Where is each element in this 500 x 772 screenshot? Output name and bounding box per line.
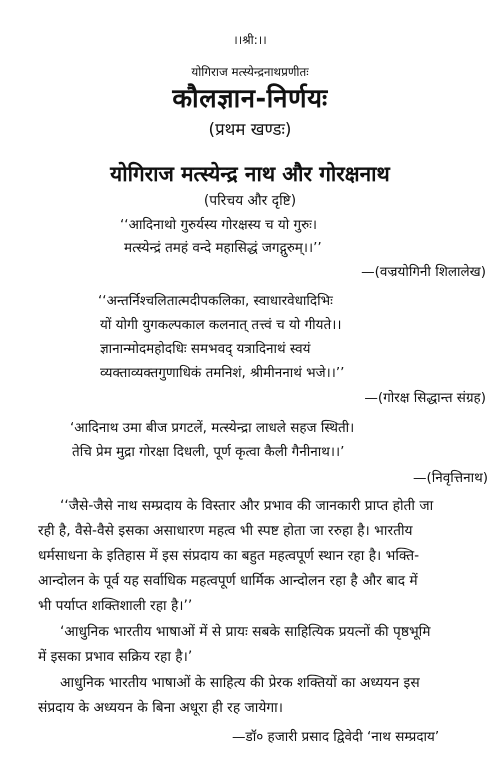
verse-line: ज्ञानान्मोदमहोदधिः समभवद् यत्रादिनाथं स्वयं xyxy=(100,341,311,357)
verse-line: ‘‘अन्तर्निश्चलितात्मदीपकलिका, स्वाधारवेधादिभिः xyxy=(98,293,333,309)
book-subtitle: (प्रथम खण्डः) xyxy=(208,120,292,140)
invocation: ।।श्री:।। xyxy=(233,33,267,47)
author-line: योगिराज मत्स्येन्द्रनाथप्रणीतः xyxy=(191,65,309,79)
paragraph-line: रही है, वैसे-वैसे इसका असाधारण महत्व भी स्पष्ट होता जा ररुहा है। भारतीय xyxy=(38,523,413,539)
quote-attribution: —(गोरक्ष सिद्धान्त संग्रह) xyxy=(364,390,486,406)
quote-attribution: —(निवृत्तिनाथ) xyxy=(413,470,488,486)
verse-line: मत्स्येन्द्रं तमहं वन्दे महासिद्धं जगद्गुरुम्।।’’ xyxy=(124,240,322,256)
section-title: योगिराज मत्स्येन्द्र नाथ और गोरक्षनाथ xyxy=(110,162,390,186)
section-subtitle: (परिचय और दृष्टि) xyxy=(203,193,297,209)
paragraph-line: संप्रदाय के अध्ययन के बिना अधूरा ही रह जायेगा। xyxy=(38,700,283,716)
verse-line: ‘‘आदिनाथो गुरुर्यस्य गोरक्षस्य च यो गुरुः। xyxy=(120,217,317,233)
footer-attribution: —डॉ० हजारी प्रसाद द्विवेदी ‘नाथ सम्प्रदाय’ xyxy=(232,729,440,745)
verse-line: ‘आदिनाथ उमा बीज प्रगटलें, मत्स्येन्द्रा लाधले सहज स्थिती। xyxy=(70,420,355,436)
book-title: कौलज्ञान-निर्णयः xyxy=(172,84,328,114)
paragraph-line: आधुनिक भारतीय भाषाओं के साहित्य की प्रेरक शक्तियों का अध्ययन इस xyxy=(60,675,420,691)
paragraph-line: ‘आधुनिक भारतीय भाषाओं में से प्रायः सबके साहित्यिक प्रयत्नों की पृष्ठभूमि xyxy=(60,624,431,640)
verse-line: यों योगी युगकल्पकाल कलनात् तत्त्वं च यो गीयते।। xyxy=(100,317,342,333)
paragraph-line: आन्दोलन के पूर्व यह सर्वाधिक महत्वपूर्ण धार्मिक आन्दोलन रहा है और बाद में xyxy=(38,573,418,589)
paragraph-line: धर्मसाधना के इतिहास में इस संप्रदाय का बहुत महत्वपूर्ण स्थान रहा है। भक्ति- xyxy=(38,548,420,564)
paragraph-line: ‘‘जैसे-जैसे नाथ सम्प्रदाय के विस्तार और प्रभाव की जानकारी प्राप्त होती जा xyxy=(60,498,434,514)
paragraph-line: भी पर्याप्त शक्तिशाली रहा है।’’ xyxy=(38,598,193,614)
verse-line: तेचि प्रेम मुद्रा गोरक्षा दिधली, पूर्ण कृत्वा कैली गैनीनाथ।।’ xyxy=(72,444,345,460)
paragraph-line: में इसका प्रभाव सक्रिय रहा है।’ xyxy=(38,649,193,665)
quote-attribution: —(वज्रयोगिनी शिलालेख) xyxy=(361,264,486,280)
verse-line: व्यक्ताव्यक्तगुणाधिकं तमनिशं, श्रीमीननाथं भजे।।’’ xyxy=(100,365,345,381)
